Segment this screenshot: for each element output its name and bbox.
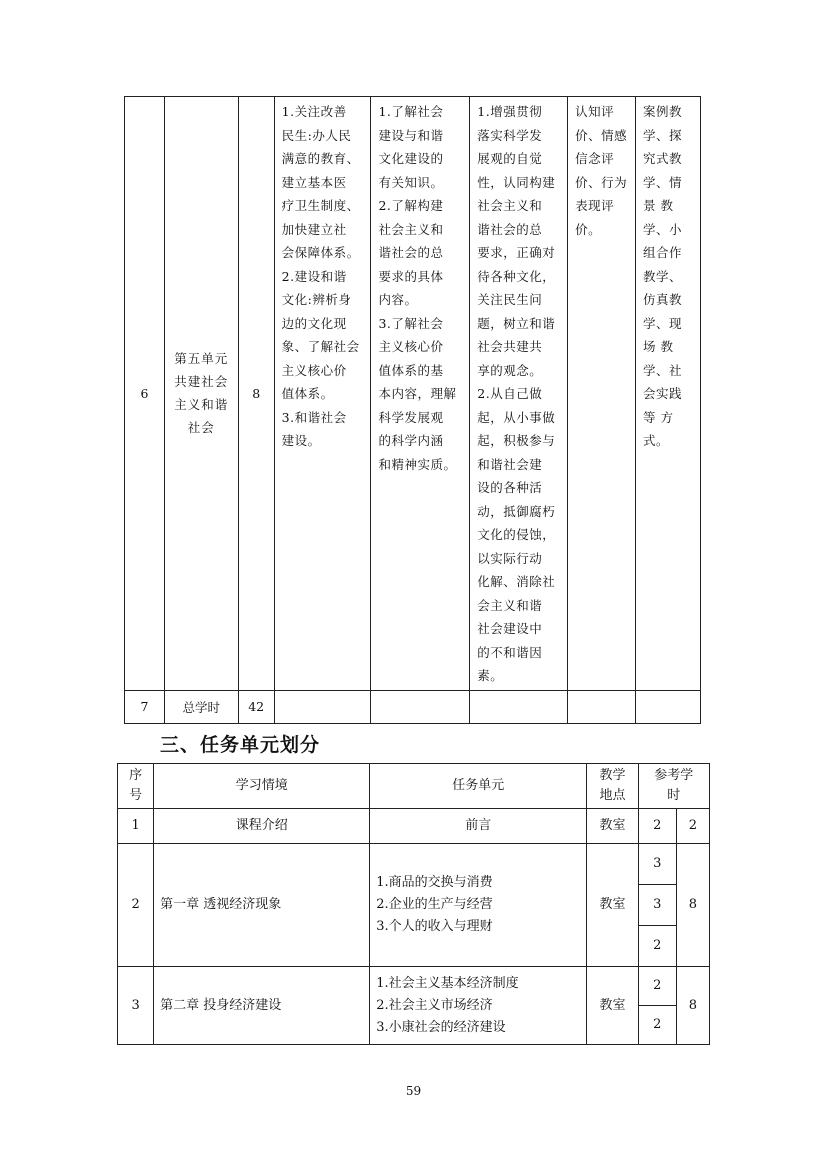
sub-hours: 2: [638, 967, 676, 1006]
teaching-location: 教室: [587, 967, 638, 1045]
unit-name: 第五单元 共建社会 主义和谐 社会: [164, 97, 238, 691]
row-number: 3: [118, 967, 154, 1045]
knowledge-goals: 1.了解社会 建设与和谐 文化建设的 有关知识。 2.了解构建 社会主义和 谐社会的总 要求的具体 内容。 3.了解社会 主义核心价 值体系的基 本内容，理解 科学发展观 的科学内涵 和精神实质。: [371, 97, 470, 691]
empty-cell: [636, 690, 701, 723]
total-hours-label: 总学时: [164, 690, 238, 723]
sub-hours: 2: [638, 926, 676, 967]
unit-hours: 8: [238, 97, 274, 691]
table-row: [118, 809, 710, 844]
total-hours: 8: [676, 967, 709, 1045]
teaching-location: 教室: [587, 844, 638, 967]
learning-context: 第一章 透视经济现象: [154, 844, 370, 967]
header-location: 教学 地点: [587, 764, 638, 809]
empty-cell: [274, 690, 371, 723]
table-row: [118, 967, 710, 1006]
total-hours: 2: [676, 809, 709, 844]
table-row: [125, 97, 701, 691]
row-number: 6: [125, 97, 165, 691]
section-title: 三、任务单元划分: [160, 734, 321, 756]
header-no: 序 号: [118, 764, 154, 809]
sub-hours: 2: [638, 1006, 676, 1045]
total-hours: 8: [676, 844, 709, 967]
header-hours: 参考学 时: [638, 764, 709, 809]
table-header-row: [118, 764, 710, 809]
sub-hours: 2: [638, 809, 676, 844]
teaching-location: 教室: [587, 809, 638, 844]
table-row: [118, 844, 710, 885]
attitude-goals: 1.增强贯彻 落实科学发 展观的自觉 性，认同构建 社会主义和 谐社会的总 要求，正确对 待各种文化， 关注民生问 题，树立和谐 社会共建共 享的观念。 2.从自己做 起，从小事做 起，积极参与 和谐社会建 设的各种活 动，抵御腐朽 文化的侵蚀， 以实际行动 化解、消除社 会主义和谐 社会建设中 的不和谐因 素。: [470, 97, 568, 691]
sub-hours: 3: [638, 844, 676, 885]
table-row-total: [125, 690, 701, 723]
row-number: 1: [118, 809, 154, 844]
unit-content: 1.关注改善 民生:办人民 满意的教育、 建立基本医 疗卫生制度、 加快建立社 会保障体系。 2.建设和谐 文化:辨析身 边的文化现 象、了解社会 主义核心价 值体系。 3.和谐社会 建设。: [274, 97, 371, 691]
teaching-methods: 案例教 学、探 究式教 学、情 景 教 学、小 组合作 教学、 仿真教 学、现 场 教 学、社 会实践 等 方 式。: [636, 97, 701, 691]
task-unit-table: [117, 763, 710, 1045]
header-task: 任务单元: [370, 764, 587, 809]
learning-context: 第二章 投身经济建设: [154, 967, 370, 1045]
empty-cell: [470, 690, 568, 723]
task-units: 1.商品的交换与消费 2.企业的生产与经营 3.个人的收入与理财: [370, 844, 587, 967]
task-units: 1.社会主义基本经济制度 2.社会主义市场经济 3.小康社会的经济建设: [370, 967, 587, 1045]
total-hours-value: 42: [238, 690, 274, 723]
header-context: 学习情境: [154, 764, 370, 809]
row-number: 2: [118, 844, 154, 967]
unit-outline-table: [124, 96, 701, 724]
task-units: 前言: [370, 809, 587, 844]
evaluation-methods: 认知评 价、情感 信念评 价、行为 表现评 价。: [568, 97, 636, 691]
row-number: 7: [125, 690, 165, 723]
empty-cell: [568, 690, 636, 723]
learning-context: 课程介绍: [154, 809, 370, 844]
page-number: 59: [405, 1084, 422, 1098]
sub-hours: 3: [638, 885, 676, 926]
empty-cell: [371, 690, 470, 723]
